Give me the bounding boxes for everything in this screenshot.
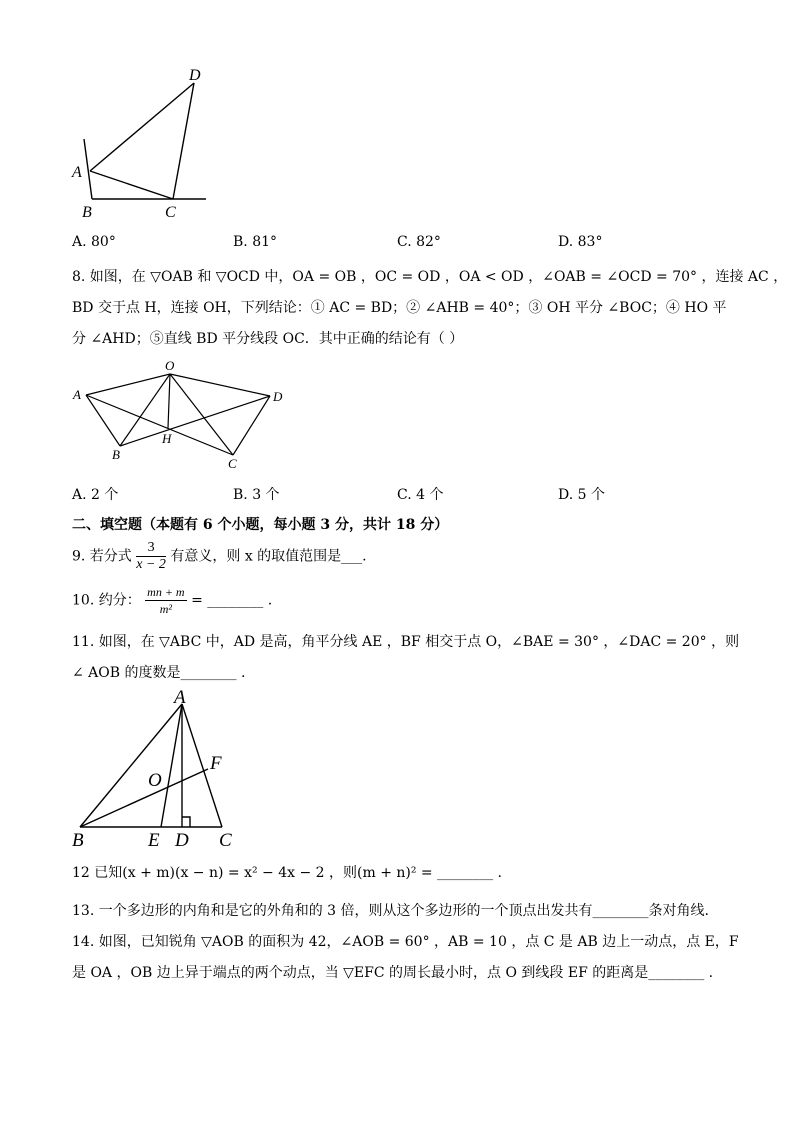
label-C: C bbox=[219, 830, 232, 851]
label-B: B bbox=[72, 830, 84, 851]
q12: 12 已知(x + m)(x − n) = x² − 4x − 2 ，则(m + n)² = ________ . bbox=[72, 865, 503, 881]
q7-option-a[interactable]: A. 80° bbox=[72, 234, 116, 250]
label-D: D bbox=[189, 67, 201, 84]
q7-option-d[interactable]: D. 83° bbox=[558, 234, 603, 250]
label-H: H bbox=[162, 431, 172, 446]
q7-option-b[interactable]: B. 81° bbox=[233, 234, 278, 250]
label-F: F bbox=[210, 753, 222, 774]
q13: 13. 一个多边形的内角和是它的外角和的 3 倍，则从这个多边形的一个顶点出发共有________条对角线. bbox=[72, 903, 709, 919]
q10-prefix: 10. 约分： bbox=[72, 592, 141, 609]
q10-suffix: = ________ . bbox=[191, 592, 273, 609]
q14-line-2: 是 OA ，OB 边上异于端点的两个动点，当 ▽EFC 的周长最小时，点 O 到线段 EF 的距离是________ . bbox=[72, 965, 714, 981]
q8-line-1: 8. 如图，在 ▽OAB 和 ▽OCD 中，OA = OB ，OC = OD ，OA < OD ，∠OAB = ∠OCD = 70° ，连接 AC ， bbox=[72, 269, 788, 285]
q8-option-b[interactable]: B. 3 个 bbox=[233, 487, 280, 503]
label-D: D bbox=[175, 830, 189, 851]
label-A: A bbox=[174, 687, 186, 708]
section-heading: 二、填空题（本题有 6 个小题，每小题 3 分，共计 18 分） bbox=[72, 517, 449, 533]
q10-numerator: mn + m bbox=[147, 585, 185, 599]
label-C: C bbox=[165, 204, 176, 221]
label-C: C bbox=[228, 456, 237, 471]
q8-line-3: 分 ∠AHD；⑤直线 BD 平分线段 OC．其中正确的结论有（ ） bbox=[72, 331, 464, 347]
label-B: B bbox=[112, 447, 120, 462]
label-E: E bbox=[148, 830, 160, 851]
label-A: A bbox=[72, 164, 82, 181]
q9-denominator: x − 2 bbox=[136, 557, 166, 572]
label-A: A bbox=[73, 387, 81, 402]
q10-denominator: m² bbox=[159, 602, 173, 616]
label-O: O bbox=[148, 770, 162, 791]
label-O: O bbox=[165, 358, 175, 373]
label-B: B bbox=[82, 204, 92, 221]
q14-line-1: 14. 如图，已知锐角 ▽AOB 的面积为 42，∠AOB = 60° ，AB = 10 ，点 C 是 AB 边上一动点，点 E，F bbox=[72, 934, 739, 950]
label-D: D bbox=[273, 389, 283, 404]
q8-option-a[interactable]: A. 2 个 bbox=[72, 487, 119, 503]
q8-option-c[interactable]: C. 4 个 bbox=[397, 487, 444, 503]
q11-line-1: 11. 如图，在 ▽ABC 中，AD 是高，角平分线 AE ，BF 相交于点 O，∠BAE = 30° ，∠DAC = 20° ，则 bbox=[72, 634, 740, 650]
q7-option-c[interactable]: C. 82° bbox=[397, 234, 441, 250]
q9-numerator: 3 bbox=[136, 540, 166, 557]
q9-prefix: 9. 若分式 bbox=[72, 548, 132, 565]
q8-line-2: BD 交于点 H，连接 OH，下列结论：① AC = BD；② ∠AHB = 40°；③ OH 平分 ∠BOC；④ HO 平 bbox=[72, 300, 727, 316]
q8-option-d[interactable]: D. 5 个 bbox=[558, 487, 605, 503]
q9-suffix: 有意义，则 x 的取值范围是___. bbox=[170, 548, 367, 565]
q11-line-2: ∠ AOB 的度数是________ . bbox=[72, 665, 246, 681]
